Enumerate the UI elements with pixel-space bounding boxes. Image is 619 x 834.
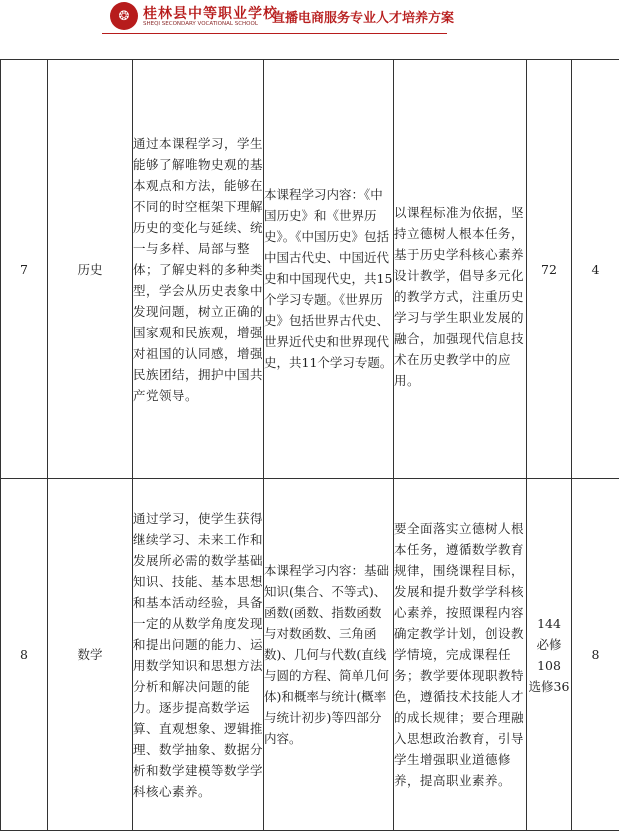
course-credits: 8 — [572, 479, 619, 831]
course-table — [0, 59, 619, 831]
course-objective: 通过学习，使学生获得继续学习、未来工作和发展所必需的数学基础知识、技能、基本思想和基本活动经验，具备一定的从数学角度发现和提出问题的能力、运用数学知识和思想方法分析和解决问题的能力。逐步提高数学运算、直观想象、逻辑推理、数学抽象、数据分析和数学建模等数学学科核心素养。 — [133, 479, 264, 831]
table-row — [1, 60, 619, 479]
course-credits: 4 — [572, 60, 619, 479]
course-name: 数学 — [48, 479, 133, 831]
course-requirements: 要全面落实立德树人根本任务，遵循数学教育规律，围绕课程目标，发展和提升数学学科核心素养，按照课程内容确定教学计划，创设教学情境，完成课程任务；教学要体现职教特色，遵循技术技能人才的成长规律；要合理融入思想政治教育，引导学生增强职业道德修养，提高职业素养。 — [394, 479, 527, 831]
school-emblem-icon: ❂ — [110, 2, 138, 30]
course-hours — [527, 479, 572, 831]
course-requirements: 以课程标准为依据，坚持立德树人根本任务，基于历史学科核心素养设计教学，倡导多元化的教学方式，注重历史学习与学生职业发展的融合，加强现代信息技术在历史教学中的应用。 — [394, 60, 527, 479]
page-header — [0, 0, 619, 42]
course-content: 本课程学习内容：基础知识(集合、不等式)、函数(函数、指数函数与对数函数、三角函数)、几何与代数(直线与圆的方程、简单几何体)和概率与统计(概率与统计初步)等四部分内容。 — [264, 479, 394, 831]
hours-total: 144 — [537, 615, 561, 631]
hours-elective: 选修36 — [528, 678, 570, 694]
document-title: 直播电商服务专业人才培养方案 — [272, 11, 455, 26]
course-name: 历史 — [48, 60, 133, 479]
course-number: 7 — [1, 60, 48, 479]
course-objective: 通过本课程学习，学生能够了解唯物史观的基本观点和方法，能够在不同的时空框架下理解历史的变化与延续、统一与多样、局部与整体；了解史料的多种类型，学会从历史表象中发现问题，树立正确的国家观和民族观，增强对祖国的认同感，增强民族团结，拥护中国共产党领导。 — [133, 60, 264, 479]
school-english-name: SHEQI SECONDARY VOCATIONAL SCHOOL — [143, 21, 258, 27]
course-hours: 72 — [527, 60, 572, 479]
course-number: 8 — [1, 479, 48, 831]
school-name: 桂林县中等职业学校 — [143, 6, 278, 22]
table-row — [1, 479, 619, 831]
header-divider — [102, 33, 447, 34]
course-content: 本课程学习内容：《中国历史》和《世界历史》。《中国历史》包括中国古代史、中国近代史和中国现代史，共15个学习专题。《世界历史》包括世界古代史、世界近代史和世界现代史，共11个学习专题。 — [264, 60, 394, 479]
hours-required: 必修108 — [536, 636, 562, 673]
